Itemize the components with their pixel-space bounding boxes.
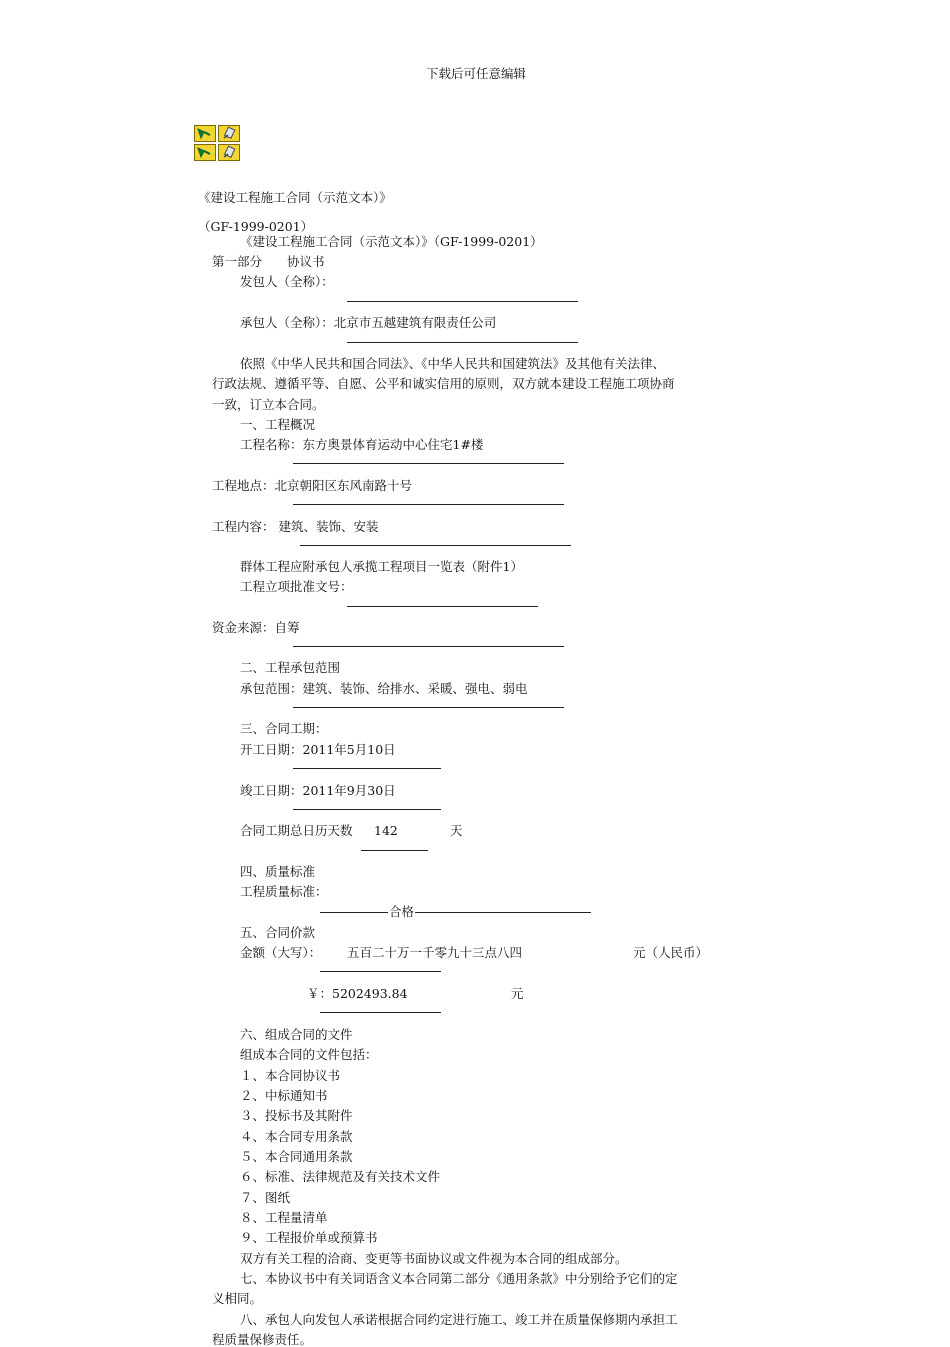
section-7-line: 七、本协议书中有关词语含义本合同第二部分《通用条款》中分别给予它们的定 (240, 1271, 678, 1286)
project-location: 工程地点：北京朝阳区东风南路十号 (212, 478, 413, 493)
quality-underline-right (415, 912, 591, 913)
funding-source: 资金来源：自筹 (212, 620, 300, 635)
project-content: 工程内容： 建筑、装饰、安装 (212, 519, 379, 534)
section-heading: 五、合同价款 (240, 925, 316, 940)
total-days-underline (361, 850, 428, 851)
amount-in-words: 五百二十万一千零九十三点八四 (347, 945, 523, 960)
amount-words-label: 金额（大写）： (240, 945, 322, 960)
documents-closing: 双方有关工程的洽商、变更等书面协议或文件视为本合同的组成部分。 (240, 1251, 628, 1266)
document-list-item: ７、图纸 (240, 1190, 291, 1205)
section-heading: 一、工程概况 (240, 417, 316, 432)
preamble-line: 行政法规、遵循平等、自愿、公平和诚实信用的原则，双方就本建设工程施工项协商 (212, 376, 675, 391)
amount-currency: 元（人民币） (633, 945, 709, 960)
section-heading: 四、质量标准 (240, 864, 316, 879)
amount-unit: 元 (511, 986, 524, 1001)
project-content-underline (300, 545, 571, 546)
employer-label: 发包人（全称）： (240, 274, 334, 289)
project-location-underline (293, 504, 564, 505)
project-name: 工程名称：东方奥景体育运动中心住宅1#楼 (240, 437, 484, 452)
document-title: 《建设工程施工合同（示范文本）》 (198, 190, 392, 205)
document-list-item: １、本合同协议书 (240, 1068, 341, 1083)
amount-figures-underline (320, 1012, 441, 1013)
documents-intro: 组成本合同的文件包括： (240, 1047, 378, 1062)
section-8-line: 八、承包人向发包人承诺根据合同约定进行施工、竣工并在质量保修期内承担工 (240, 1312, 678, 1327)
document-list-item: ３、投标书及其附件 (240, 1108, 353, 1123)
part-one-heading: 第一部分 协议书 (212, 254, 325, 269)
start-date-underline (293, 768, 441, 769)
total-days-unit: 天 (450, 823, 463, 838)
amount-words-underline (320, 971, 441, 972)
page-header: 下载后可任意编辑 (426, 66, 527, 81)
document-list-item: ９、工程报价单或预算书 (240, 1230, 378, 1245)
scope-underline (293, 707, 564, 708)
section-heading: 六、组成合同的文件 (240, 1027, 353, 1042)
document-list-item: ８、工程量清单 (240, 1210, 328, 1225)
total-days-label: 合同工期总日历天数 (240, 823, 353, 838)
contract-scope: 承包范围：建筑、装饰、给排水、采暖、强电、弱电 (240, 681, 528, 696)
start-date: 开工日期：2011年5月10日 (240, 742, 396, 757)
total-days-value: 142 (374, 823, 398, 838)
embedded-object-icons (194, 125, 242, 163)
employer-underline (347, 301, 578, 302)
quality-underline-left (320, 912, 388, 913)
approval-number-label: 工程立项批准文号： (240, 579, 353, 594)
approval-number-underline (347, 606, 538, 607)
contractor-underline (347, 342, 578, 343)
amount-in-figures: ￥：5202493.84 (307, 986, 408, 1001)
document-subtitle: 《建设工程施工合同（示范文本）》（GF-1999-0201） (240, 234, 543, 249)
quality-standard-label: 工程质量标准： (240, 884, 328, 899)
group-note: 群体工程应附承包人承揽工程项目一览表（附件1） (240, 559, 523, 574)
preamble-line: 依照《中华人民共和国合同法》、《中华人民共和国建筑法》及其他有关法律、 (240, 356, 666, 371)
preamble-line: 一致，订立本合同。 (212, 397, 325, 412)
section-7-line: 义相同。 (212, 1291, 263, 1306)
project-name-underline (293, 463, 564, 464)
section-8-line: 程质量保修责任。 (212, 1332, 313, 1347)
quality-standard-value: 合格 (389, 904, 415, 919)
pen-icon (218, 125, 240, 142)
arrow-icon (194, 125, 216, 142)
section-heading: 三、合同工期： (240, 721, 328, 736)
document-list-item: ５、本合同通用条款 (240, 1149, 353, 1164)
end-date-underline (293, 809, 441, 810)
section-heading: 二、工程承包范围 (240, 660, 341, 675)
document-code: （GF-1999-0201） (198, 219, 314, 234)
document-list-item: ４、本合同专用条款 (240, 1129, 353, 1144)
arrow-icon (194, 144, 216, 161)
funding-underline (293, 646, 564, 647)
pen-icon (218, 144, 240, 161)
document-list-item: ２、中标通知书 (240, 1088, 328, 1103)
contractor-line: 承包人（全称）：北京市五越建筑有限责任公司 (240, 315, 497, 330)
document-list-item: ６、标准、法律规范及有关技术文件 (240, 1169, 441, 1184)
end-date: 竣工日期：2011年9月30日 (240, 783, 396, 798)
